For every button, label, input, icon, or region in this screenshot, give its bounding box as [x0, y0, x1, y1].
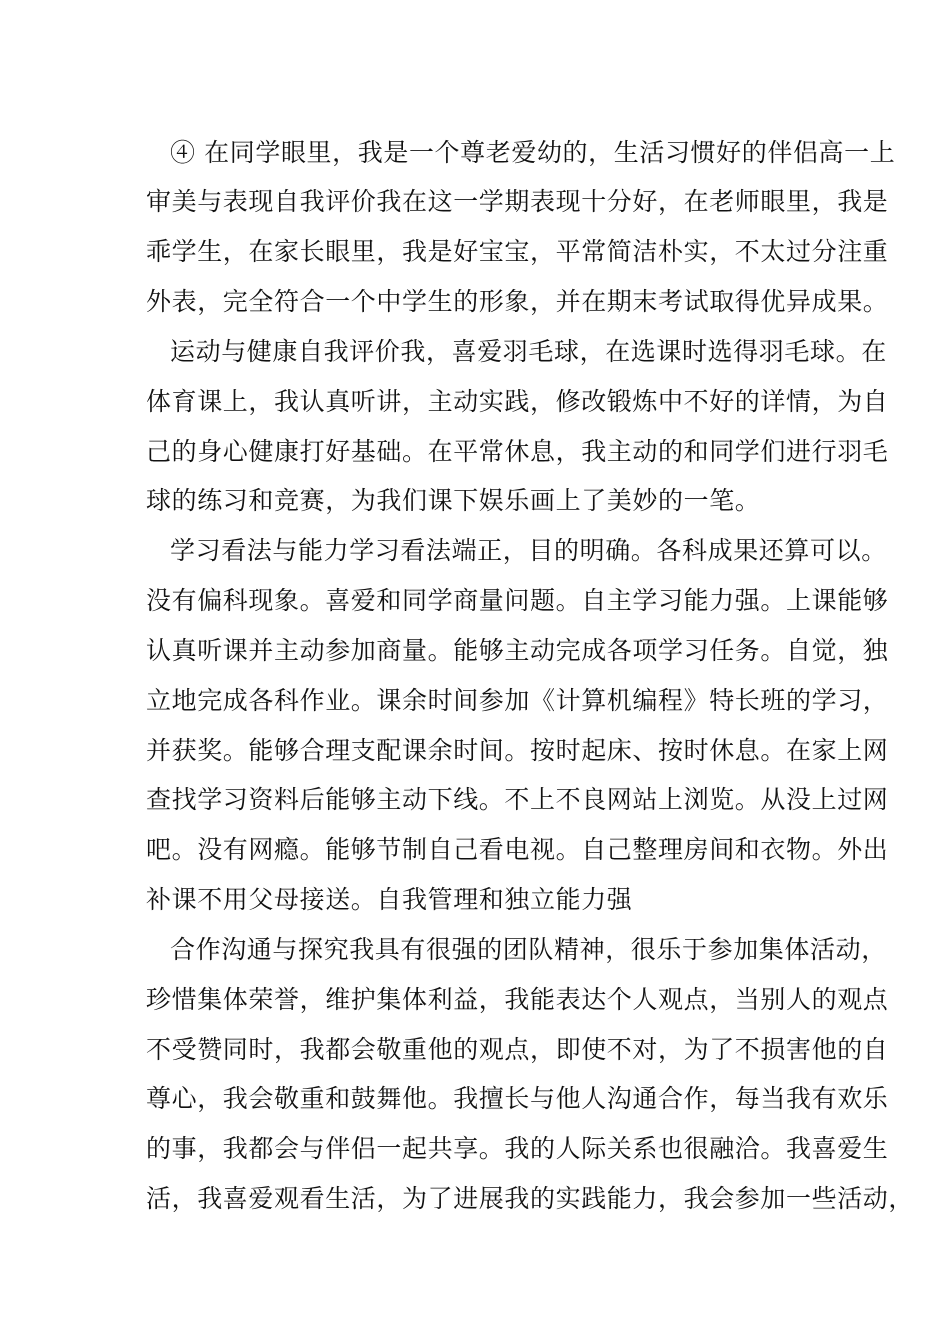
- text-line: 尊心，我会敬重和鼓舞他。我擅长与他人沟通合作，每当我有欢乐: [146, 1084, 889, 1113]
- text-line: 查找学习资料后能够主动下线。不上不良网站上浏览。从没上过网: [146, 785, 889, 814]
- text-line: 珍惜集体荣誉，维护集体利益，我能表达个人观点，当别人的观点: [146, 985, 889, 1014]
- text-line: 吧。没有网瘾。能够节制自己看电视。自己整理房间和衣物。外出: [146, 835, 889, 864]
- text-line: 立地完成各科作业。课余时间参加《计算机编程》特长班的学习，: [146, 686, 889, 715]
- text-line: 外表，完全符合一个中学生的形象，并在期末考试取得优异成果。: [146, 287, 889, 316]
- text-line: 并获奖。能够合理支配课余时间。按时起床、按时休息。在家上网: [146, 736, 889, 765]
- text-line: 体育课上，我认真听讲，主动实践，修改锻炼中不好的详情，为自: [146, 387, 889, 416]
- text-line: 活，我喜爱观看生活，为了进展我的实践能力，我会参加一些活动，: [146, 1184, 915, 1213]
- text-line: 运动与健康自我评价我，喜爱羽毛球，在选课时选得羽毛球。在: [170, 337, 887, 366]
- text-line: 没有偏科现象。喜爱和同学商量问题。自主学习能力强。上课能够: [146, 586, 889, 615]
- text-line: 认真听课并主动参加商量。能够主动完成各项学习任务。自觉，独: [146, 636, 889, 665]
- text-line: 不受赞同时，我都会敬重他的观点，即使不对，为了不损害他的自: [146, 1035, 889, 1064]
- text-line: 己的身心健康打好基础。在平常休息，我主动的和同学们进行羽毛: [146, 437, 889, 466]
- text-line: ④ 在同学眼里，我是一个尊老爱幼的，生活习惯好的伴侣高一上: [170, 138, 896, 167]
- text-line: 补课不用父母接送。自我管理和独立能力强: [146, 885, 633, 914]
- text-line: 合作沟通与探究我具有很强的团队精神，很乐于参加集体活动，: [170, 935, 887, 964]
- text-line: 的事，我都会与伴侣一起共享。我的人际关系也很融洽。我喜爱生: [146, 1134, 889, 1163]
- text-line: 球的练习和竞赛，为我们课下娱乐画上了美妙的一笔。: [146, 486, 761, 515]
- text-line: 审美与表现自我评价我在这一学期表现十分好，在老师眼里，我是: [146, 187, 889, 216]
- text-line: 乖学生，在家长眼里，我是好宝宝，平常简洁朴实，不太过分注重: [146, 237, 889, 266]
- text-line: 学习看法与能力学习看法端正，目的明确。各科成果还算可以。: [170, 536, 887, 565]
